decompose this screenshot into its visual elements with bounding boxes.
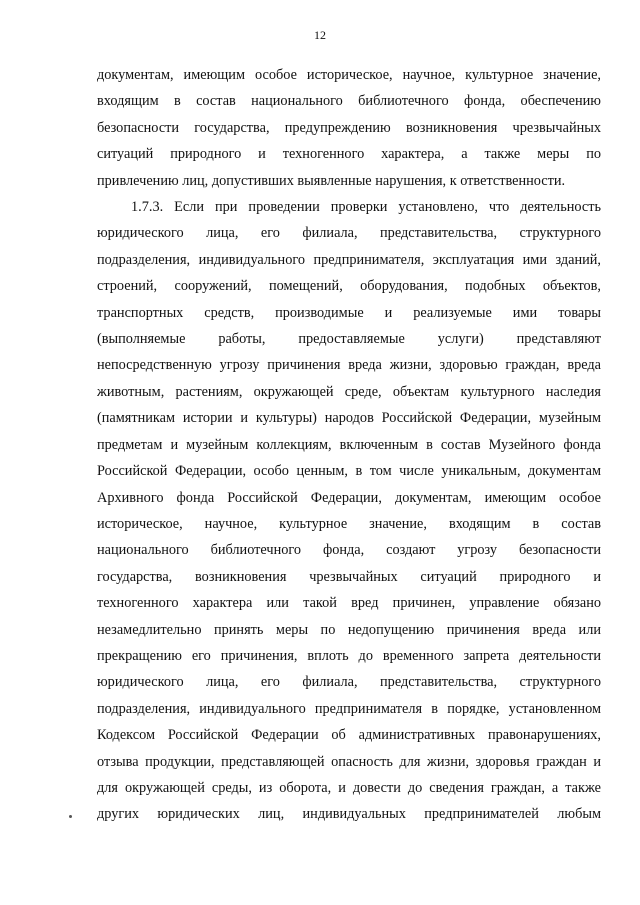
text-line: для окружающей среды, из оборота, и довести до сведения граждан, а также [97,779,601,796]
text-line: государства, возникновения чрезвычайных ситуаций природного и [97,568,601,585]
text-line: транспортных средств, производимые и реализуемые ими товары [97,304,601,321]
text-line: историческое, научное, культурное значение, входящим в состав [97,515,601,532]
text-line: прекращению его причинения, вплоть до временного запрета деятельности [97,647,601,664]
text-line: безопасности государства, предупреждению возникновения чрезвычайных [97,119,601,136]
document-body [97,62,601,828]
text-line: других юридических лиц, индивидуальных предпринимателей любым [97,806,601,823]
text-line: привлечению лиц, допустивших выявленные нарушения, к ответственности. [97,172,566,189]
text-line: (выполняемые работы, предоставляемые услуги) представляют [97,331,601,348]
text-line: ситуаций природного и техногенного характера, а также меры по [97,146,601,163]
text-line: юридического лица, его филиала, представительства, структурного [97,674,601,691]
text-line: Кодексом Российской Федерации об административных правонарушениях, [97,727,601,744]
text-line: отзыва продукции, представляющей опасность для жизни, здоровья граждан и [97,753,601,770]
text-line: непосредственную угрозу причинения вреда жизни, здоровью граждан, вреда [97,357,601,374]
paragraph-start-line: 1.7.3. Если при проведении проверки установлено, что деятельность [131,199,601,216]
text-line: национального библиотечного фонда, создают угрозу безопасности [97,542,601,559]
text-line: Российской Федерации, особо ценным, в том числе уникальным, документам [97,463,601,480]
page-number: 12 [314,28,326,42]
text-line: подразделения, индивидуального предпринимателя в порядке, установленном [97,700,601,717]
text-line: подразделения, индивидуального предпринимателя, эксплуатация ими зданий, [97,251,601,268]
text-line: строений, сооружений, помещений, оборудования, подобных объектов, [97,278,601,295]
text-line: Архивного фонда Российской Федерации, документам, имеющим особое [97,489,601,506]
text-line: документам, имеющим особое историческое, научное, культурное значение, [97,67,601,83]
text-line: (памятникам истории и культуры) народов Российской Федерации, музейным [97,410,601,427]
text-line: юридического лица, его филиала, представительства, структурного [97,225,601,242]
text-line: незамедлительно принять меры по недопущению причинения вреда или [97,621,601,638]
text-line: входящим в состав национального библиотечного фонда, обеспечению [97,93,601,110]
text-line: техногенного характера или такой вред причинен, управление обязано [97,595,601,612]
text-line: животным, растениям, окружающей среде, объектам культурного наследия [97,383,601,400]
text-line: предметам и музейным коллекциям, включенным в состав Музейного фонда [97,436,601,453]
scan-speck [69,815,72,818]
